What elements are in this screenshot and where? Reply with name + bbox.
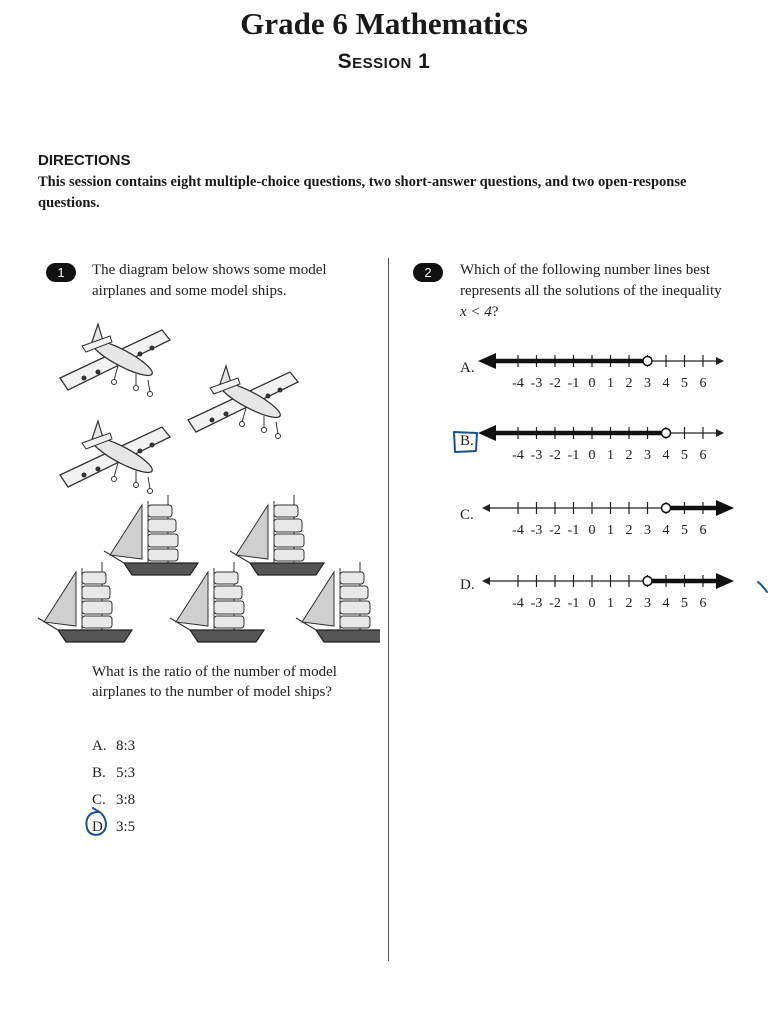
number-line-option-d[interactable]: [478, 568, 748, 618]
model-airplane: [188, 366, 298, 439]
answer-choice-a[interactable]: [92, 738, 135, 755]
option-letter-d: D.: [460, 577, 475, 593]
tick-label: 3: [644, 448, 651, 463]
model-ship: [38, 562, 132, 642]
question-2-number: 2: [413, 263, 443, 282]
tick-label: 5: [681, 448, 688, 463]
tick-label: 0: [588, 523, 596, 538]
ray-arrowhead: [716, 573, 734, 589]
tick-label: -1: [567, 448, 580, 463]
choice-text: 3:5: [116, 819, 136, 835]
tick-label: 0: [588, 596, 596, 611]
tick-label: 1: [607, 523, 614, 538]
open-circle-point: [662, 429, 671, 438]
tick-label: -3: [530, 523, 543, 538]
tick-label: 3: [644, 596, 651, 611]
tick-label: -4: [512, 523, 524, 538]
directions-text: This session contains eight multiple-choice questions, two short-answer questions, and two open-response questions.: [38, 174, 687, 211]
tick-label: 2: [625, 596, 633, 611]
tick-label: 0: [588, 376, 596, 391]
choice-text: 5:3: [116, 765, 136, 781]
tick-label: -1: [567, 376, 580, 391]
tick-label: 6: [699, 596, 707, 611]
answer-choice-d[interactable]: [92, 819, 135, 836]
tick-label: 6: [699, 523, 707, 538]
tick-label: 1: [607, 376, 614, 391]
open-circle-point: [643, 357, 652, 366]
tick-label: 2: [625, 376, 633, 391]
tick-label: -2: [549, 596, 561, 611]
question-1-number: 1: [46, 263, 76, 282]
tick-label: -1: [567, 596, 580, 611]
tick-label: -4: [512, 448, 524, 463]
tick-label: 5: [681, 376, 688, 391]
ray-arrowhead: [716, 500, 734, 516]
option-letter-b: B.: [460, 433, 474, 449]
number-line-option-c[interactable]: [478, 495, 748, 545]
open-circle-point: [662, 504, 671, 513]
model-airplane: [60, 324, 170, 397]
ray-arrowhead: [478, 353, 496, 369]
tick-label: 2: [625, 448, 633, 463]
tick-label: -2: [549, 376, 561, 391]
inequality: x < 4: [460, 304, 492, 320]
right-arrow: [716, 429, 724, 437]
model-airplane: [60, 421, 170, 494]
choice-letter: C.: [92, 792, 106, 808]
tick-label: 6: [699, 448, 707, 463]
answer-choice-c[interactable]: [92, 792, 135, 809]
right-arrow: [716, 357, 724, 365]
page-title: Grade 6 Mathematics: [240, 6, 528, 41]
question-1-text: The diagram below shows some model airplanes and some model ships.: [92, 262, 327, 299]
tick-label: -4: [512, 376, 524, 391]
tick-label: -2: [549, 523, 561, 538]
open-circle-point: [643, 577, 652, 586]
answer-choice-b[interactable]: [92, 765, 135, 782]
question-1-followup: What is the ratio of the number of model airplanes to the number of model ships?: [92, 664, 337, 700]
choice-letter: D.: [92, 819, 107, 835]
left-arrow: [482, 577, 490, 585]
stray-pen-mark: [756, 580, 768, 596]
option-letter-a: A.: [460, 360, 475, 376]
tick-label: 6: [699, 376, 707, 391]
tick-label: 3: [644, 376, 651, 391]
directions-heading: DIRECTIONS: [38, 152, 131, 169]
question-2-text: [460, 260, 730, 323]
airplanes-and-ships-illustration: [30, 315, 380, 645]
left-arrow: [482, 504, 490, 512]
tick-label: -4: [512, 596, 524, 611]
tick-label: -3: [530, 376, 543, 391]
choice-letter: B.: [92, 765, 106, 781]
tick-label: 1: [607, 448, 614, 463]
ray-arrowhead: [478, 425, 496, 441]
tick-label: 4: [662, 376, 670, 391]
session-subtitle: Session 1: [337, 50, 431, 73]
tick-label: 4: [662, 448, 670, 463]
tick-label: 0: [588, 448, 596, 463]
tick-label: 4: [662, 523, 670, 538]
tick-label: 3: [644, 523, 651, 538]
number-line-option-b[interactable]: [478, 420, 748, 470]
choice-text: 3:8: [116, 792, 136, 808]
question-2-text-suffix: ?: [491, 304, 499, 320]
tick-label: 5: [681, 596, 688, 611]
choice-letter: A.: [92, 738, 107, 754]
column-divider: [388, 258, 389, 961]
tick-label: 5: [681, 523, 688, 538]
tick-label: -2: [549, 448, 561, 463]
tick-label: -3: [530, 596, 543, 611]
tick-label: 2: [625, 523, 633, 538]
model-ship: [230, 495, 324, 575]
tick-label: -3: [530, 448, 543, 463]
number-line-option-a[interactable]: [478, 348, 748, 398]
tick-label: -1: [567, 523, 580, 538]
model-ship: [104, 495, 198, 575]
tick-label: 4: [662, 596, 670, 611]
option-letter-c: C.: [460, 507, 474, 523]
choice-text: 8:3: [116, 738, 136, 754]
question-2-text-prefix: Which of the following number lines best represents all the solutions of the inequality: [460, 262, 722, 299]
tick-label: 1: [607, 596, 614, 611]
